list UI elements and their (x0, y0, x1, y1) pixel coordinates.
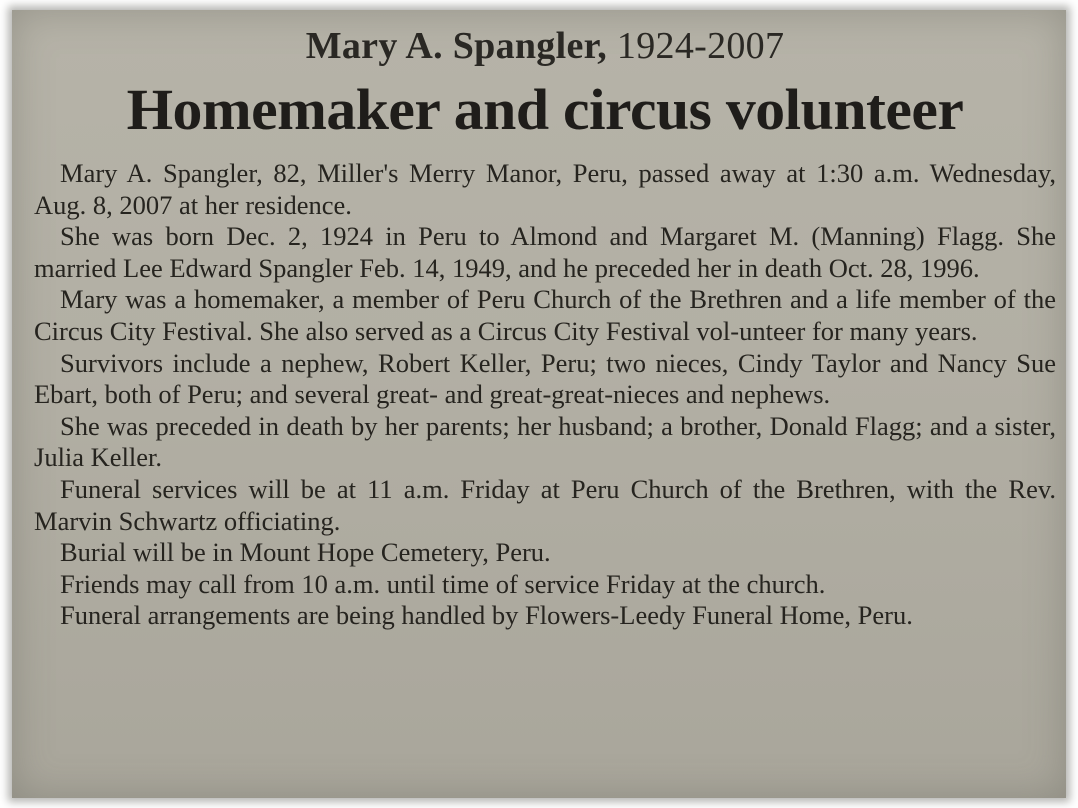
paragraph-7: Burial will be in Mount Hope Cemetery, Peru. (60, 537, 551, 568)
kicker-dates: 1924-2007 (616, 25, 785, 67)
paragraph-9: Funeral arrangements are being handled by Flowers-Leedy Funeral Home, Peru. (60, 600, 913, 631)
paragraph-1: Mary A. Spangler, 82, Miller's Merry Manor, Peru, passed away at 1:30 a.m. Wednesday, Aug. 8, 2007 at her residence. (34, 158, 1056, 220)
paragraph-2: She was born Dec. 2, 1924 in Peru to Almond and Margaret M. (Manning) Flagg. She married Lee Edward Spangler Feb. 14, 1949, and he preceded her in death Oct. 28, 1996. (34, 221, 1056, 283)
kicker-name: Mary A. Spangler, (305, 25, 608, 67)
paragraph-4: Survivors include a nephew, Robert Keller, Peru; two nieces, Cindy Taylor and Nancy Sue Ebart, both of Peru; and several great- and great-great-nieces and nephews. (34, 347, 1056, 410)
paragraph-3: Mary was a homemaker, a member of Peru Church of the Brethren and a life member of the Circus City Festival. She also served as a Circus City Festival vol-unteer for many years. (34, 284, 1056, 346)
obituary-article (34, 24, 1056, 632)
paragraph-6: Funeral services will be at 11 a.m. Friday at Peru Church of the Brethren, with the Rev. Marvin Schwartz officiating. (34, 473, 1056, 536)
article-body (34, 158, 1056, 632)
paragraph-8: Friends may call from 10 a.m. until time of service Friday at the church. (60, 568, 826, 599)
newspaper-clipping (12, 10, 1066, 798)
headline: Homemaker and circus volunteer (126, 77, 964, 142)
kicker (34, 24, 1056, 68)
paragraph-5: She was preceded in death by her parents; her husband; a brother, Donald Flagg; and a sister, Julia Keller. (34, 410, 1056, 473)
